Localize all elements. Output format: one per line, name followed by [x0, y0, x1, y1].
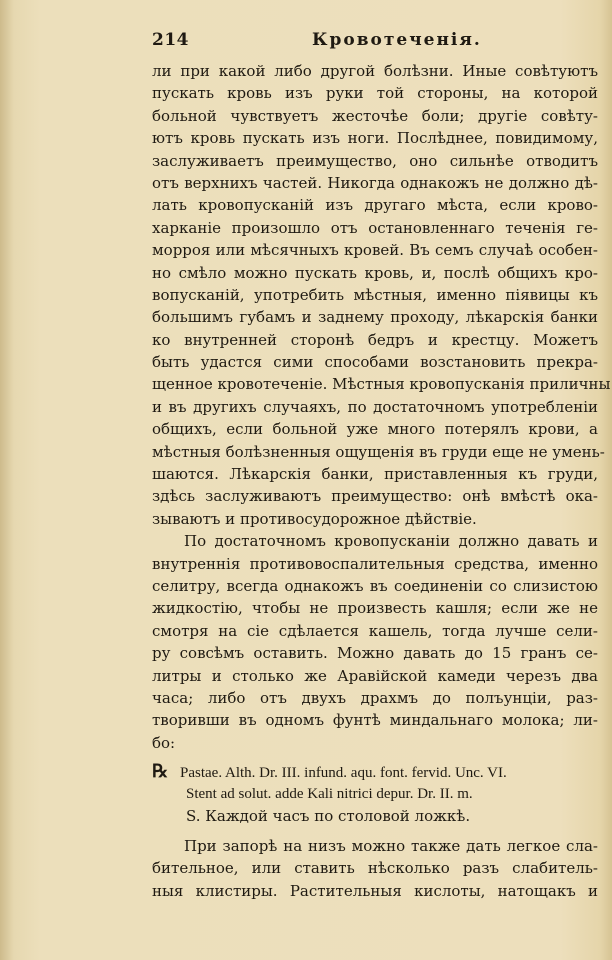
text-line: и въ другихъ случаяхъ, по достаточномъ употребленіи — [152, 397, 598, 416]
prescription-line-2: Stent ad solut. adde Kali nitrici depur. Dr. II. m. — [186, 785, 473, 802]
text-line: лать кровопусканій изъ другаго мѣста, если крово- — [152, 196, 598, 215]
text-line: здѣсь заслуживаютъ преимущество: онѣ вмѣстѣ ока- — [152, 487, 598, 506]
page-body — [152, 60, 611, 902]
text-line: заслуживаетъ преимущество, оно сильнѣе отводитъ — [152, 151, 598, 170]
page-number: 214 — [152, 30, 189, 50]
text-line: зываютъ и противосудорожное дѣйствіе. — [152, 509, 477, 528]
text-line: ныя клистиры. Растительныя кислоты, натощакъ и — [152, 881, 598, 900]
text-line: шаются. Лѣкарскія банки, приставленныя къ груди, — [152, 465, 598, 484]
text-line: бительное, или ставить нѣсколько разъ слабитель- — [152, 859, 598, 878]
text-line: но смѣло можно пускать кровь, и, послѣ общихъ кро- — [152, 263, 598, 282]
prescription — [152, 760, 598, 829]
text-line: морроя или мѣсячныхъ кровей. Въ семъ случаѣ особен- — [152, 241, 598, 260]
paragraph-3 — [152, 835, 598, 902]
text-line: большимъ губамъ и заднему проходу, лѣкарскія банки — [152, 308, 598, 327]
prescription-line-1 — [152, 760, 598, 782]
text-line: При запорѣ на низъ можно также дать легкое сла- — [184, 836, 598, 855]
text-line: общихъ, если больной уже много потерялъ крови, а — [152, 420, 598, 439]
prescription-signa: S. Каждой часъ по столовой ложкѣ. — [186, 806, 471, 825]
paragraph-2 — [152, 530, 598, 754]
text-line: ли при какой либо другой болѣзни. Иные совѣтуютъ — [152, 62, 598, 80]
text-line: щенное кровотеченіе. Мѣстныя кровопусканія приличны — [152, 375, 611, 394]
text-line: творивши въ одномъ фунтѣ миндальнаго молока; ли- — [152, 711, 598, 730]
text-line: смотря на сіе сдѣлается кашель, тогда лучше сели- — [152, 621, 598, 640]
text-line: ютъ кровь пускать изъ ноги. Послѣднее, повидимому, — [152, 129, 598, 148]
paragraph-1 — [152, 60, 611, 530]
text-line: ру совсѣмъ оставить. Можно давать до 15 гранъ се- — [152, 644, 598, 663]
text-line: По достаточномъ кровопусканіи должно давать и — [184, 532, 598, 551]
text-line: литры и столько же Аравійской камеди черезъ два — [152, 666, 598, 685]
text-line: пускать кровь изъ руки той стороны, на которой — [152, 84, 598, 103]
text-line: отъ верхнихъ частей. Никогда однакожъ не должно дѣ- — [152, 173, 598, 192]
running-title: Кровотеченія. — [312, 30, 482, 50]
text-line: жидкостію, чтобы не произвесть кашля; если же не — [152, 599, 598, 618]
text-line: вопусканій, употребить мѣстныя, именно піявицы къ — [152, 285, 598, 304]
text-line: селитру, всегда однакожъ въ соединеніи со слизистою — [152, 576, 598, 595]
text-line: быть удастся сими способами возстановить прекра- — [152, 353, 598, 372]
text-line: харканіе произошло отъ остановленнаго теченія ге- — [152, 218, 598, 237]
recipe-symbol: ℞ — [152, 761, 169, 782]
text-line: бо: — [152, 733, 176, 752]
text-line: часа; либо отъ двухъ драхмъ до полъунціи, раз- — [152, 688, 598, 707]
text-line: ко внутренней сторонѣ бедръ и крестцу. Можетъ — [152, 330, 598, 349]
prescription-text: Pastae. Alth. Dr. III. infund. aqu. font. fervid. Unc. VI. — [180, 765, 507, 782]
text-line: мѣстныя болѣзненныя ощущенія въ груди еще не умень- — [152, 442, 605, 461]
text-line: внутреннія противовоспалительныя средства, именно — [152, 554, 598, 573]
text-line: больной чувствуетъ жесточѣе боли; другіе совѣту- — [152, 106, 598, 125]
